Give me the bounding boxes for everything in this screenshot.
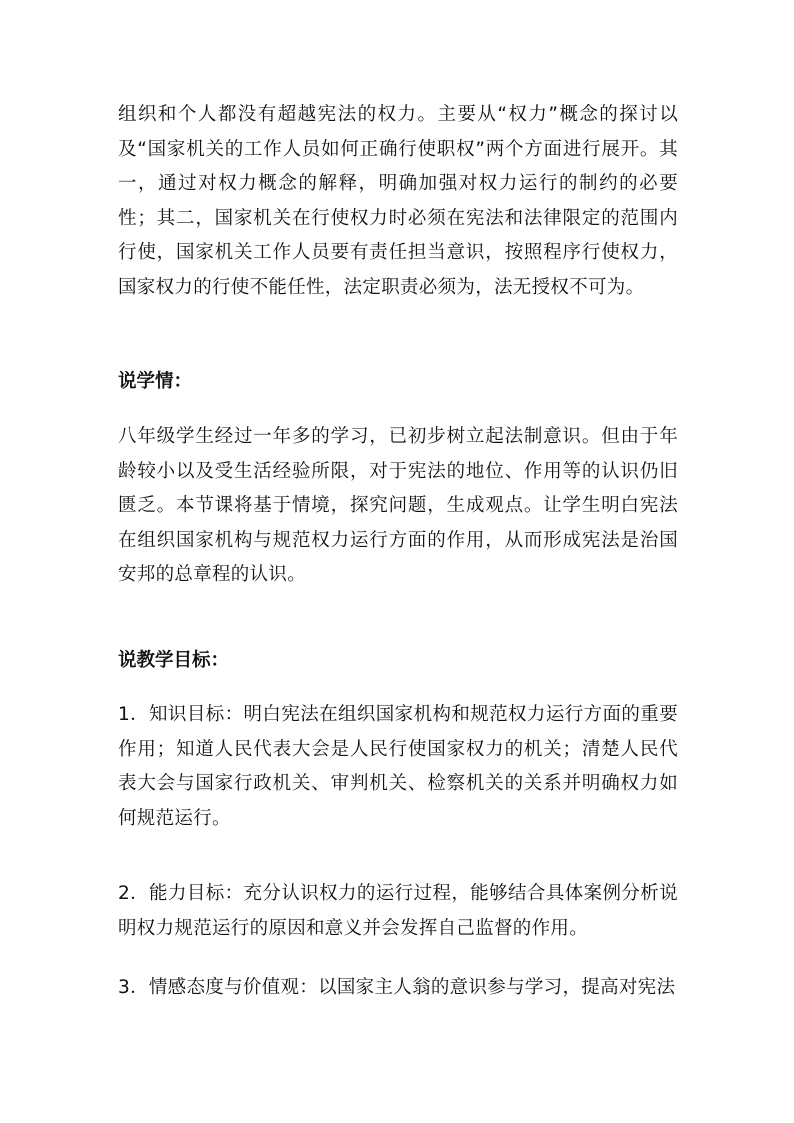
objective-2: 2．能力目标：充分认识权力的运行过程，能够结合具体案例分析说明权力规范运行的原因和意义并会发挥自己监督的作用。 xyxy=(118,883,678,939)
objective-3: 3．情感态度与价值观：以国家主人翁的意识参与学习，提高对宪法 xyxy=(118,977,676,998)
students-paragraph: 八年级学生经过一年多的学习，已初步树立起法制意识。但由于年龄较小以及受生活经验所限，对于宪法的地位、作用等的认识仍旧匮乏。本节课将基于情境，探究问题，生成观点。让学生明白宪法在组织国家机构与规范权力运行方面的作用，从而形成宪法是治国安邦的总章程的认识。 xyxy=(118,426,678,585)
objective-1: 1．知识目标：明白宪法在组织国家机构和规范权力运行方面的重要作用；知道人民代表大会是人民行使国家权力的机关；清楚人民代表大会与国家行政机关、审判机关、检察机关的关系并明确权力如何规范运行。 xyxy=(118,704,678,829)
intro-paragraph: 组织和个人都没有超越宪法的权力。主要从“权力”概念的探讨以及“国家机关的工作人员如何正确行使职权”两个方面进行展开。其一，通过对权力概念的解释，明确加强对权力运行的制约的必要性；其二，国家机关在行使权力时必须在宪法和法律限定的范围内行使，国家机关工作人员要有责任担当意识，按照程序行使权力，国家权力的行使不能任性，法定职责必须为，法无授权不可为。 xyxy=(118,104,678,298)
heading-objectives: 说教学目标： xyxy=(118,650,230,671)
heading-students: 说学情： xyxy=(118,371,193,392)
